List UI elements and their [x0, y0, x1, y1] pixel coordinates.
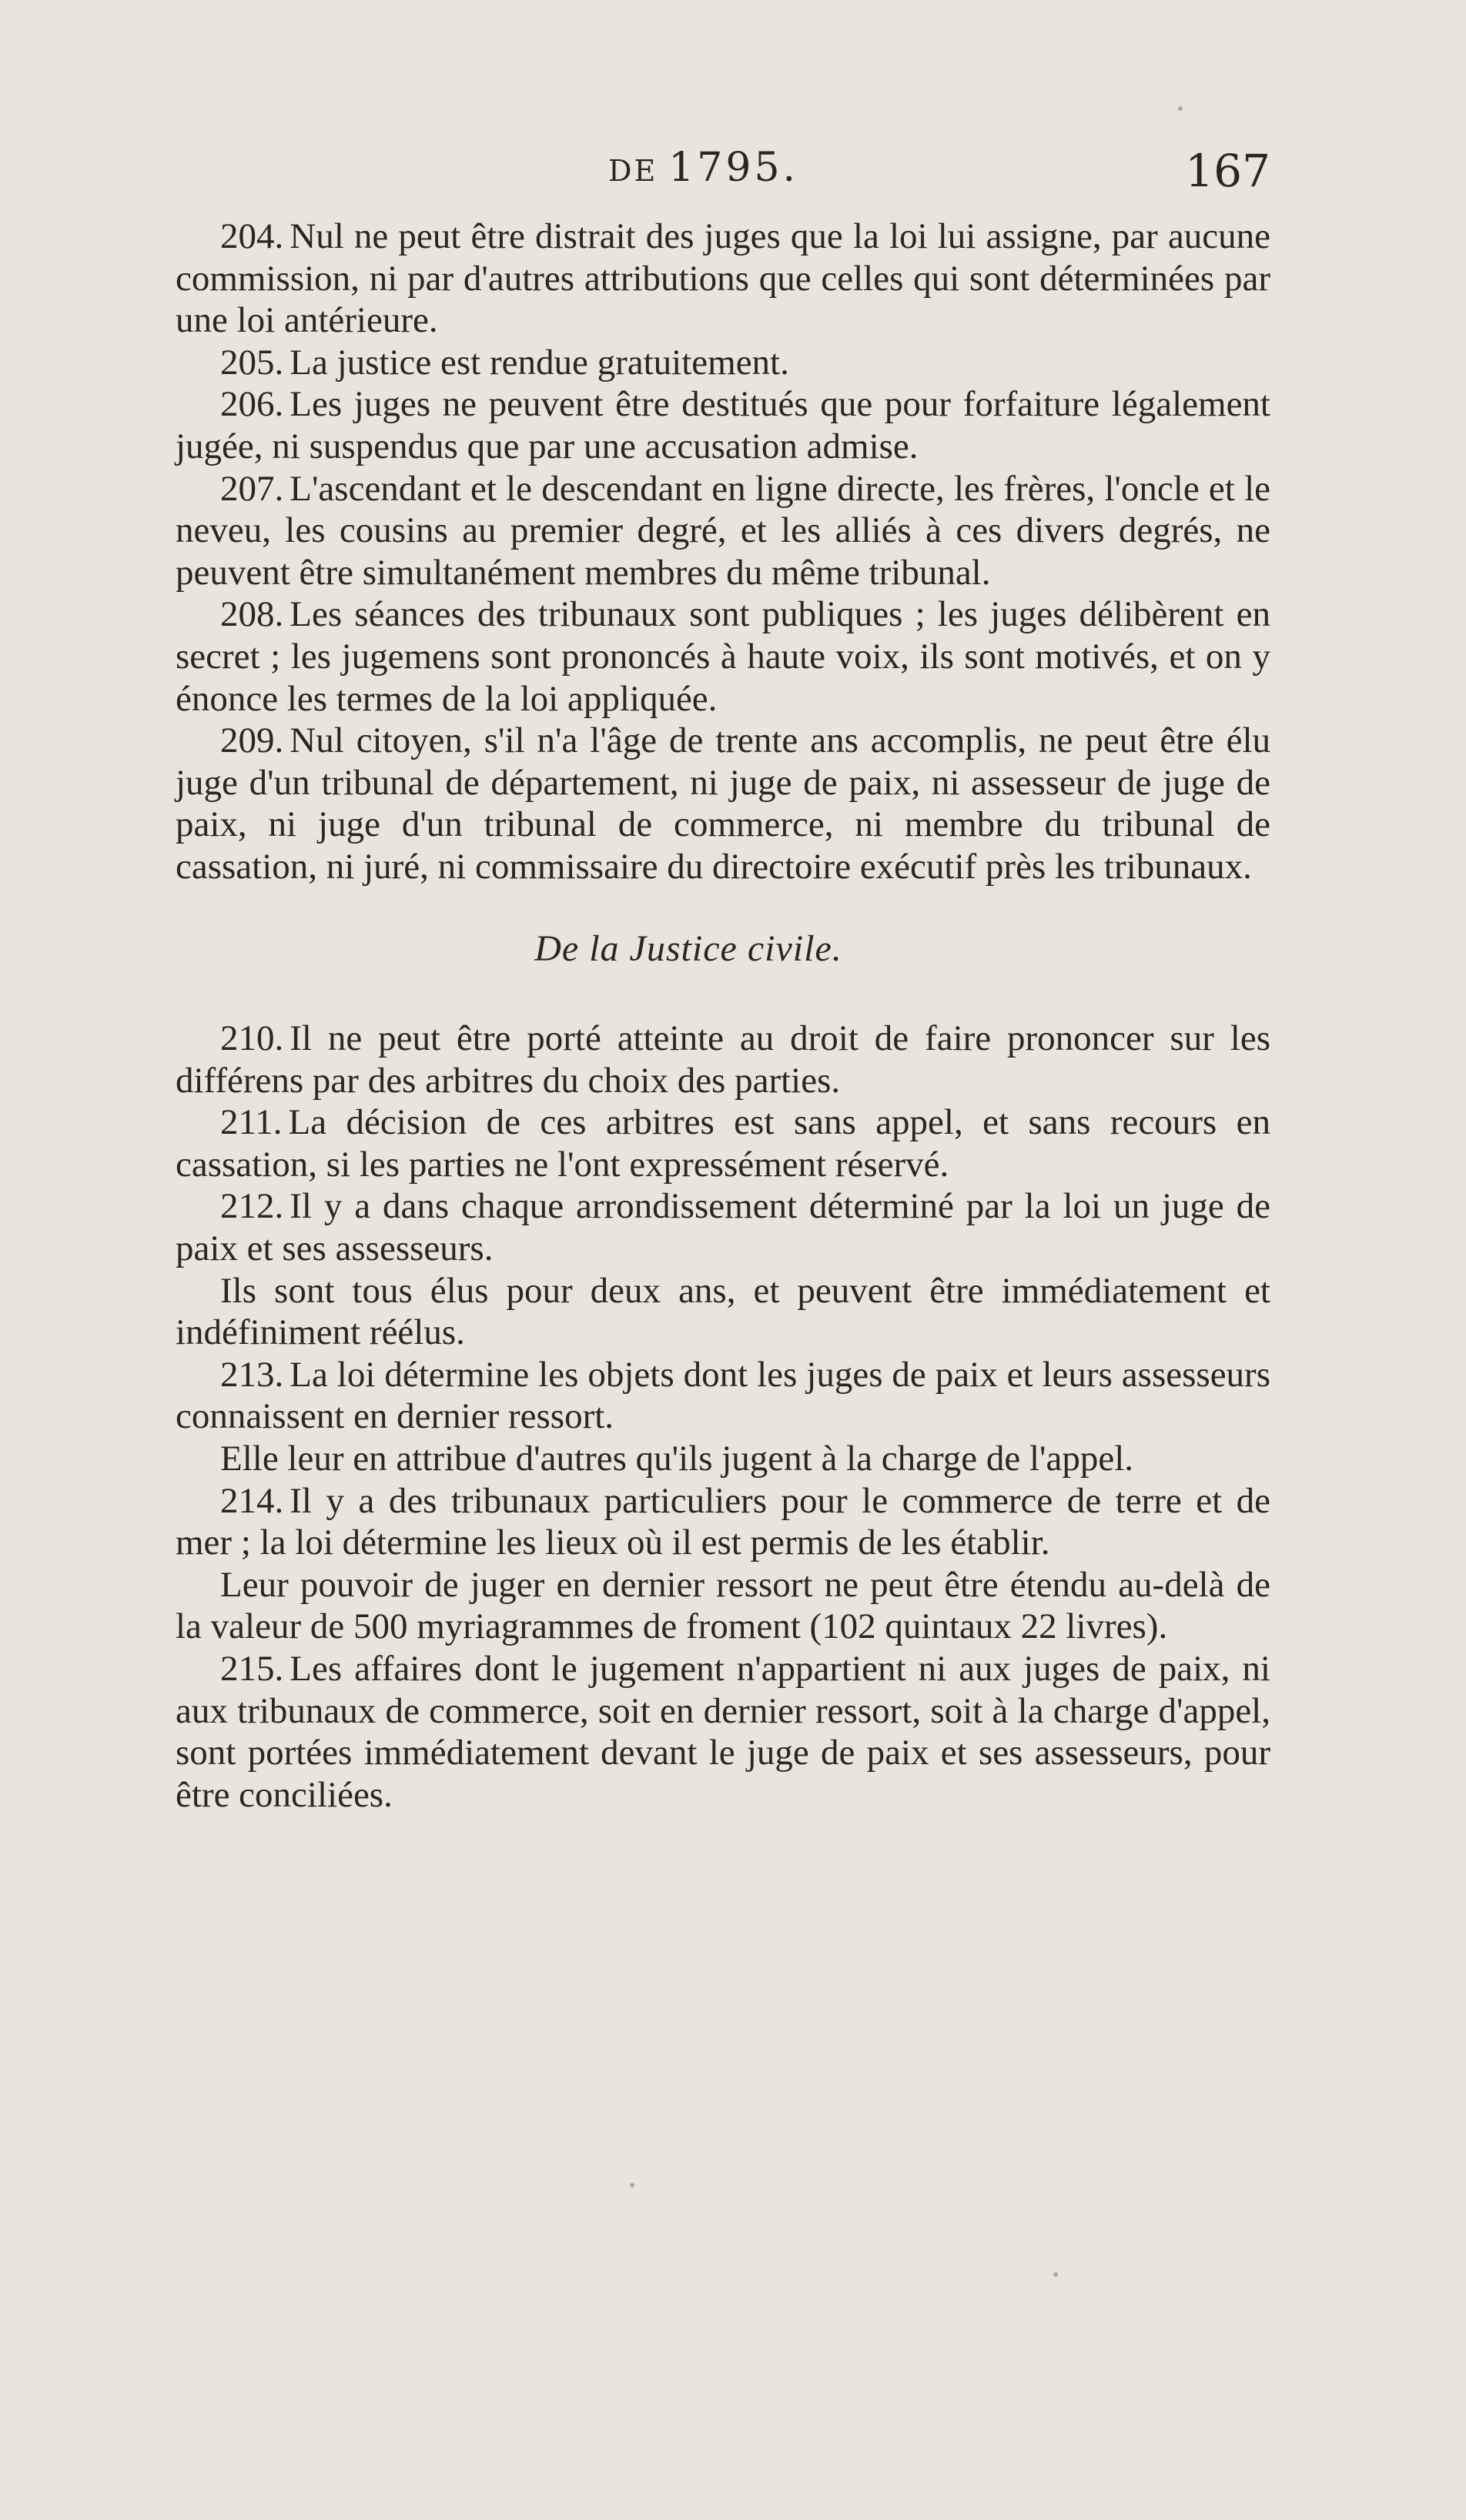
article-number: 205.	[220, 342, 284, 383]
article-number: 214.	[220, 1480, 284, 1521]
article-paragraph	[176, 1270, 1270, 1354]
articles-part2	[176, 1018, 1270, 1816]
running-title-prefix: DE	[608, 154, 658, 188]
article-paragraph	[176, 1480, 1270, 1564]
article-number: 215.	[220, 1649, 284, 1689]
article-text: La justice est rendue gratuitement.	[290, 342, 789, 383]
page-number: 167	[1185, 145, 1270, 197]
paper-speck	[1053, 2272, 1058, 2277]
article-paragraph	[176, 1354, 1270, 1438]
running-title-year: 1795.	[668, 145, 799, 191]
paper-speck	[1178, 106, 1183, 111]
article-text: Il ne peut être porté atteinte au droit de faire prononcer sur les différens par des arbitres du choix des parties.	[176, 1018, 1270, 1101]
article-text: Ils sont tous élus pour deux ans, et peuvent être immédiatement et indéfiniment réélus.	[176, 1270, 1270, 1353]
article-text: Les juges ne peuvent être destitués que pour forfaiture légalement jugée, ni suspendus que par une accusation admise.	[176, 384, 1270, 466]
article-number: 212.	[220, 1186, 284, 1227]
article-text: Nul citoyen, s'il n'a l'âge de trente ans accomplis, ne peut être élu juge d'un tribunal de département, ni juge de paix, ni assesseur de juge de paix, ni juge d'un tribunal de commerce, ni membre du tribunal de cassation, ni juré, ni commissaire du directoire exécutif près les tribunaux.	[176, 720, 1270, 887]
article-text: Leur pouvoir de juger en dernier ressort ne peut être étendu au-delà de la valeur de 500 myriagrammes de froment (102 quintaux 22 livres).	[176, 1564, 1270, 1647]
body-text	[176, 216, 1270, 1816]
running-head	[177, 145, 1270, 206]
article-text: Elle leur en attribue d'autres qu'ils jugent à la charge de l'appel.	[220, 1439, 1134, 1479]
article-paragraph	[176, 1101, 1270, 1185]
article-number: 211.	[220, 1102, 283, 1143]
article-paragraph	[176, 342, 1270, 384]
article-paragraph	[176, 216, 1270, 342]
article-number: 208.	[220, 594, 284, 635]
article-paragraph	[176, 1564, 1270, 1648]
article-paragraph	[176, 1438, 1270, 1480]
article-paragraph	[176, 468, 1270, 594]
article-paragraph	[176, 383, 1270, 467]
article-text: Les séances des tribunaux sont publiques ; les juges délibèrent en secret ; les jugemens sont prononcés à haute voix, ils sont motivés, et on y énonce les termes de la loi appliquée.	[176, 594, 1270, 719]
running-title	[608, 145, 798, 191]
article-paragraph	[176, 1648, 1270, 1816]
articles-part1	[176, 216, 1270, 888]
article-text: La décision de ces arbitres est sans appel, et sans recours en cassation, si les parties ne l'ont expressément réservé.	[176, 1102, 1270, 1185]
section-heading: De la Justice civile.	[534, 927, 842, 969]
article-paragraph	[176, 1018, 1270, 1101]
article-text: Nul ne peut être distrait des juges que la loi lui assigne, par aucune commission, ni par d'autres attributions que celles qui sont déterminées par une loi antérieure.	[176, 216, 1270, 341]
article-paragraph	[176, 593, 1270, 720]
article-paragraph	[176, 720, 1270, 887]
article-number: 210.	[220, 1018, 284, 1059]
article-text: Les affaires dont le jugement n'appartient ni aux juges de paix, ni aux tribunaux de commerce, soit en dernier ressort, soit à la charge d'appel, sont portées immédiatement devant le juge de paix et ses assesseurs, pour être conciliées.	[176, 1649, 1270, 1815]
article-paragraph	[176, 1185, 1270, 1269]
article-number: 206.	[220, 384, 284, 425]
article-number: 207.	[220, 468, 284, 509]
article-number: 209.	[220, 720, 284, 761]
article-text: Il y a dans chaque arrondissement déterminé par la loi un juge de paix et ses assesseurs.	[176, 1186, 1270, 1269]
article-number: 204.	[220, 216, 284, 256]
article-text: Il y a des tribunaux particuliers pour le commerce de terre et de mer ; la loi détermine les lieux où il est permis de les établir.	[176, 1480, 1270, 1563]
article-number: 213.	[220, 1354, 284, 1395]
article-text: La loi détermine les objets dont les juges de paix et leurs assesseurs connaissent en dernier ressort.	[176, 1354, 1270, 1437]
article-text: L'ascendant et le descendant en ligne directe, les frères, l'oncle et le neveu, les cousins au premier degré, et les alliés à ces divers degrés, ne peuvent être simultanément membres du même tribunal.	[176, 468, 1270, 593]
paper-speck	[630, 2183, 634, 2187]
